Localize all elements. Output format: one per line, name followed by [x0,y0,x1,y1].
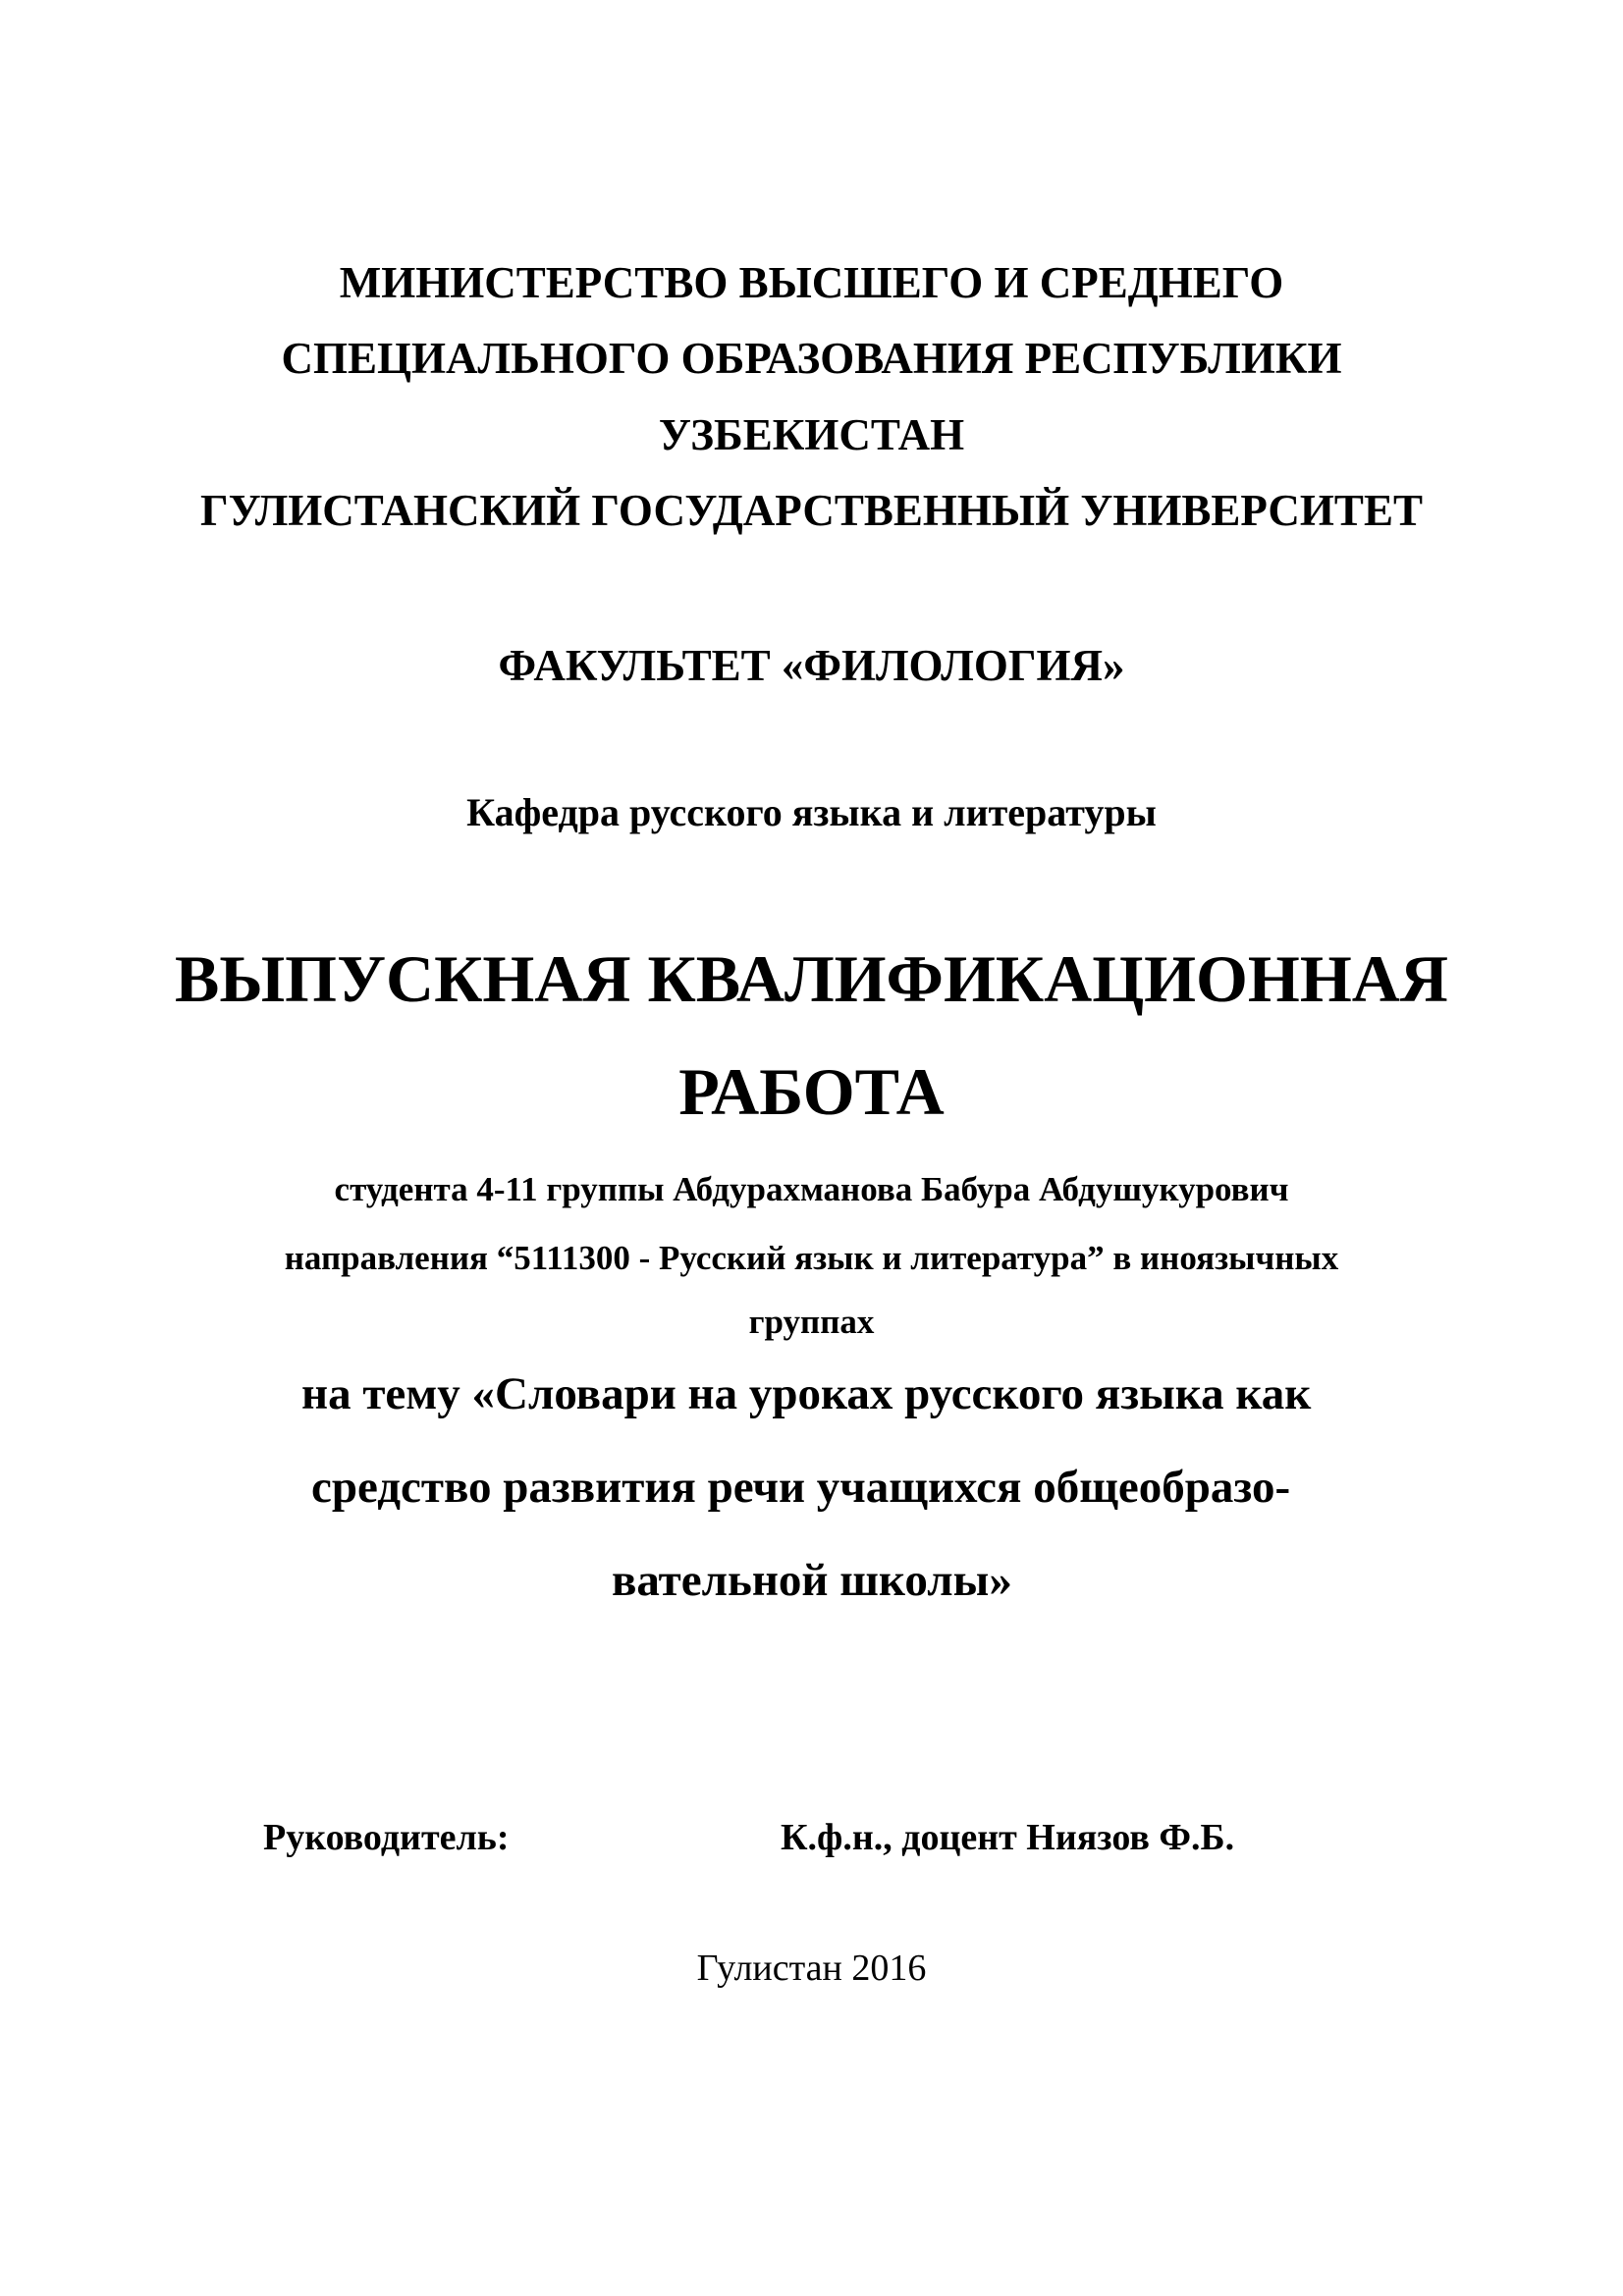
ministry-line-1: МИНИСТЕРСТВО ВЫСШЕГО И СРЕДНЕГО [339,258,1284,307]
topic-line-2: средство развития речи учащихся общеобразо- [311,1462,1291,1513]
ministry-line-3: УЗБЕКИСТАН [658,410,965,459]
faculty-name: ФАКУЛЬТЕТ «ФИЛОЛОГИЯ» [498,641,1125,690]
document-title-line-1: ВЫПУСКНАЯ КВАЛИФИКАЦИОННАЯ [175,941,1448,1016]
chair-name: Кафедра русского языка и литературы [466,790,1157,834]
ministry-line-2: СПЕЦИАЛЬНОГО ОБРАЗОВАНИЯ РЕСПУБЛИКИ [281,334,1342,383]
supervisor-label: Руководитель: [263,1817,510,1858]
topic-line-1: на тему «Словари на уроках русского языка как [301,1368,1312,1419]
supervisor-name: К.ф.н., доцент Ниязов Ф.Б. [781,1817,1235,1858]
document-title-line-2: РАБОТА [678,1054,945,1129]
university-name: ГУЛИСТАНСКИЙ ГОСУДАРСТВЕННЫЙ УНИВЕРСИТЕТ [200,486,1423,535]
city-year: Гулистан 2016 [696,1948,927,1989]
student-info-line-3: группах [748,1303,875,1341]
student-info-line-2: направления “5111300 - Русский язык и литература” в иноязычных [284,1239,1339,1277]
student-info-line-1: студента 4-11 группы Абдурахманова Бабура Абдушукурович [334,1170,1289,1208]
topic-line-3: вательной школы» [612,1555,1012,1606]
